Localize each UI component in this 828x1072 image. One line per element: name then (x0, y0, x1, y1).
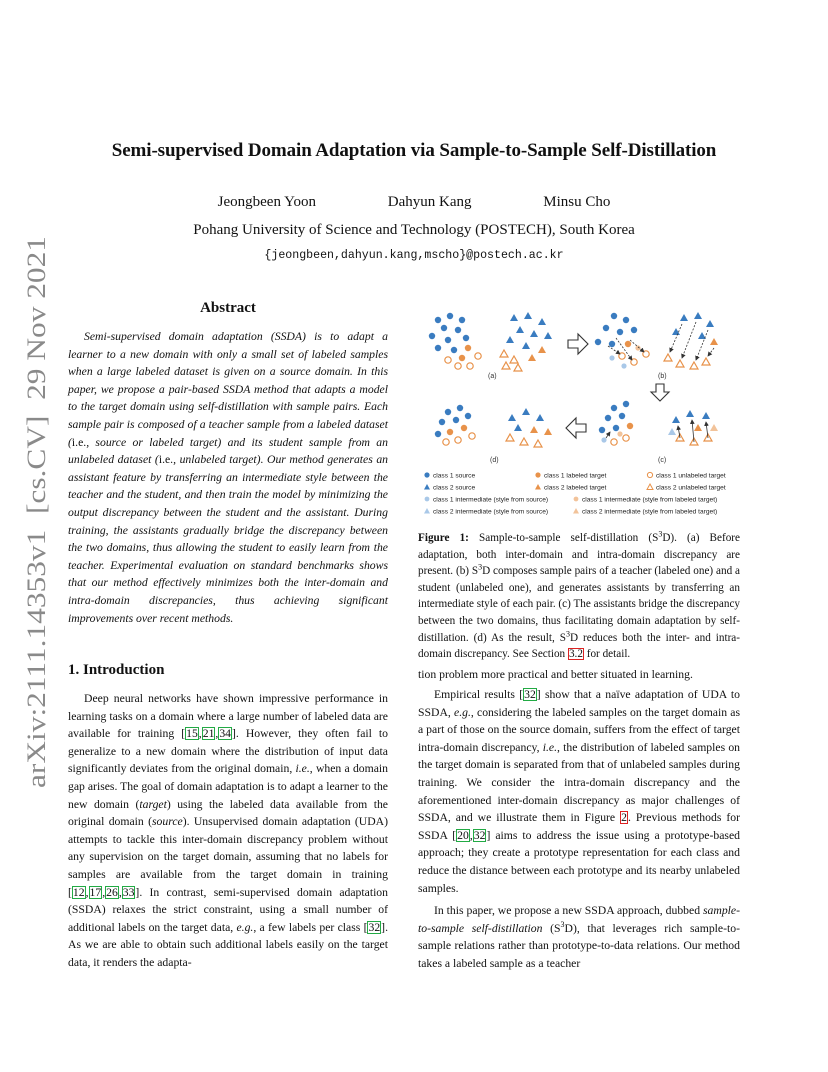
citation-link[interactable]: 21 (202, 727, 215, 741)
citation-link[interactable]: 32 (368, 920, 381, 934)
legend-label: class 2 source (433, 484, 476, 492)
citation-link[interactable]: 32 (524, 688, 536, 701)
author-name: Dahyun Kang (387, 194, 472, 210)
figure-1-caption: Figure 1: Sample-to-sample self-distillation $(S^3D)$. (a) Before adaptation, both inter-domain and intra-domain discrepancy are present. (b) $S^3D$ composes sample pairs of a teacher (labeled one) and a student (unlabeled one), and generates assistants by transferring an intermediate style of each pair. (c) The assistants bridge the discrepancy between the two domains, thus facilitating domain adaptation by self-distillation. (d) As the result, $S^3D$ reduces both the inter- and intra-domain discrepancy. See Section 3.2 for detail. (418, 529, 740, 661)
arxiv-stamp-text: arXiv:2111.14353v1 [cs.CV] 29 Nov 2021 (22, 330, 51, 788)
legend-label: class 1 unlabeled target (656, 472, 726, 480)
legend-label: class 1 source (433, 472, 476, 480)
introduction-paragraph: Deep neural networks have shown impressive performance in learning tasks on a domain where a large number of labeled data are available for training [15,21,34]. However, they often fail to generalize to a new domain where the distribution of input data significantly deviates from the original domain, i.e., when a domain gap arises. The goal of domain adaptation is to adapt a learner to the new domain (target) using the labeled data available from the original domain (source). Unsupervised domain adaptation (UDA) attempts to tackle this inter-domain discrepancy problem without any supervision on the target domain, assuming that no labels for samples are available from the target domain in training [12,17,26,33]. In contrast, semi-supervised domain adaptation (SSDA) relaxes the strict constraint, using a small number of additional labels on the target data, e.g., a few labels per class [32]. As we are able to obtain such additional labels easily on the target data, it renders the adapta- (68, 692, 389, 969)
affiliation: Pohang University of Science and Technology (POSTECH), South Korea (193, 222, 635, 238)
arxiv-identifier (14, 232, 54, 788)
panel-label: (c) (658, 457, 667, 464)
panel-a (429, 312, 552, 380)
legend-label: class 2 unlabeled target (656, 484, 726, 492)
figure-1 (418, 300, 748, 520)
author-list (0, 194, 828, 211)
body-paragraph: Empirical results [32] show that a naïve adaptation of UDA to SSDA, e.g., considering the labeled samples on the target domain as a part of those on the source domain, suffers from the effect of target intra-domain discrepancy, i.e., the distribution of labeled samples on the target domain is separated from that of unlabeled samples during training. We consider the intra-domain discrepancy and the aforementioned inter-domain discrepancy as major challenges of SSDA, and we illustrate them in Figure 2. Previous methods for SSDA [20,32] aims to address the issue using a prototype-based approach; they create a prototype representation for each class and reduce the distance between each prototype and its nearby unlabeled samples. (418, 688, 741, 895)
down-arrow-icon (651, 384, 669, 401)
body-paragraph: tion problem more practical and better situated in learning. (418, 668, 693, 681)
section-heading-introduction: 1. Introduction (68, 662, 165, 678)
panel-b (595, 312, 718, 380)
citation-link[interactable]: 33 (122, 885, 135, 899)
citation-link[interactable]: 26 (106, 885, 118, 899)
citation-link[interactable]: 34 (219, 727, 232, 741)
panel-d (435, 405, 552, 464)
paper-title: Semi-supervised Domain Adaptation via Sample-to-Sample Self-Distillation (111, 140, 717, 161)
section-link[interactable]: 3.2 (568, 648, 583, 661)
legend-label: class 1 intermediate (style from labeled target) (582, 496, 718, 504)
citation-link[interactable]: 32 (473, 828, 486, 842)
abstract-text: Semi-supervised domain adaptation (SSDA) is to adapt a learner to a new domain with only a small set of labeled samples when a large labeled dataset is given on a source domain. In this paper, we propose a pair-based SSDA method that adapts a model to the target domain using self-distillation with sample pairs. Each sample pair is composed of a teacher sample from a labeled dataset (i.e., source or labeled target) and its student sample from an unlabeled dataset (i.e., unlabeled target). Our method generates an assistant feature by transferring an intermediate style between the teacher and the student, and then train the model by minimizing the output discrepancy between the student and the assistant. During training, the assistants gradually bridge the discrepancy between the two domains, thus allowing the student to easily learn from the teacher. Experimental evaluation on standard benchmarks shows that our method effectively minimizes both the inter-domain and intra-domain discrepancies, thus achieving significant improvements over recent methods. (68, 330, 389, 625)
legend-label: class 2 intermediate (style from labeled target) (582, 508, 718, 516)
legend-label: class 1 labeled target (544, 472, 607, 480)
abstract-heading: Abstract (200, 300, 256, 316)
citation-link[interactable]: 15 (186, 727, 198, 741)
right-arrow-icon (568, 334, 588, 354)
legend-label: class 1 intermediate (style from source) (433, 496, 549, 504)
panel-label: (a) (488, 373, 497, 380)
figure-legend (424, 472, 726, 515)
author-name: Minsu Cho (543, 194, 611, 210)
panel-label: (b) (658, 373, 667, 380)
author-name: Jeongbeen Yoon (217, 194, 316, 210)
figure-1-diagram (418, 300, 748, 520)
citation-link[interactable]: 17 (89, 885, 102, 899)
citation-link[interactable]: 12 (72, 885, 85, 899)
arxiv-stamp-graphic (14, 232, 54, 788)
legend-label: class 2 intermediate (style from source) (433, 508, 549, 516)
figure-link[interactable]: 2 (621, 811, 627, 825)
citation-link[interactable]: 20 (457, 828, 469, 842)
legend-label: class 2 labeled target (544, 484, 607, 492)
panel-label: (d) (490, 457, 499, 464)
body-paragraph: In this paper, we propose a new SSDA approach, dubbed sample-to-sample self-distillation $(S^3D)$, that leverages rich sample-to-sample relations rather than prototype-to-data relations. Our method takes a labeled sample as a teacher (418, 904, 740, 970)
author-emails: {jeongbeen,dahyun.kang,mscho}@postech.ac.kr (264, 249, 564, 262)
left-arrow-icon (566, 418, 586, 438)
panel-c (599, 401, 718, 464)
